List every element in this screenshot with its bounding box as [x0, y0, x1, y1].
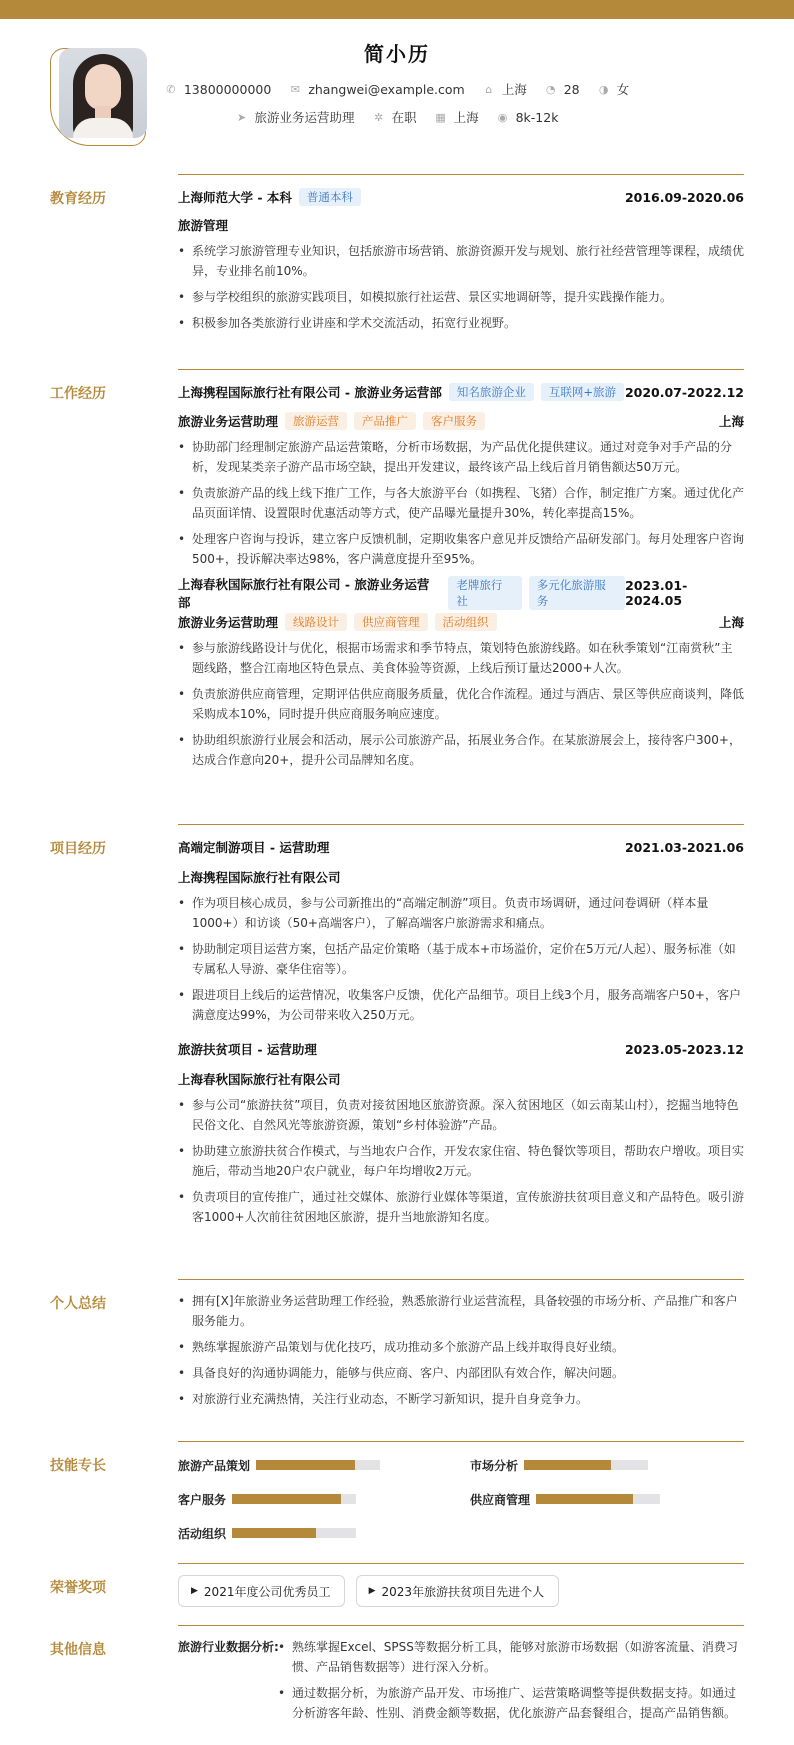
list-item: • 协助部门经理制定旅游产品运营策略，分析市场数据，为产品优化提供建议。通过对竞争对手产品的分析，发现某类亲子游产品市场空缺，提出开发建议，最终该产品上线后首月销售额达50万元。	[178, 437, 744, 477]
project-date: 2021.03-2021.06	[624, 839, 744, 855]
building-icon: ▦	[435, 110, 446, 124]
award-label: 2021年度公司优秀员工	[203, 1584, 331, 1599]
project-org: 上海春秋国际旅行社有限公司	[178, 1072, 341, 1087]
skill-item	[470, 1489, 732, 1509]
email: zhangwei@example.com	[308, 81, 465, 97]
section-title: 项目经历	[50, 841, 106, 857]
skill-bar	[536, 1494, 660, 1504]
section-divider	[178, 1625, 744, 1626]
salary-icon: ◉	[497, 110, 508, 124]
skill-bar-fill	[256, 1460, 355, 1470]
skill-bar	[232, 1494, 356, 1504]
work-city: 上海	[718, 414, 744, 429]
company-tag: 互联网+旅游	[541, 383, 624, 401]
skill-bar-fill	[536, 1494, 633, 1504]
skill-name: 旅游产品策划	[178, 1458, 251, 1473]
skill-item	[178, 1455, 440, 1475]
home-icon: ⌂	[485, 82, 493, 96]
other-label: 旅游行业数据分析:	[178, 1640, 279, 1654]
list-item: • 负责旅游产品的线上线下推广工作，与各大旅游平台（如携程、飞猪）合作，制定推广方案。通过优化产品页面详情、设置限时优惠活动等方式，使产品曝光量提升30%，转化率提高15%。	[178, 483, 744, 523]
skill-name: 活动组织	[178, 1526, 227, 1541]
play-icon: ▶	[368, 1586, 376, 1596]
job-intent-row	[0, 108, 794, 126]
status-icon: ✲	[373, 110, 384, 124]
work-city: 上海	[718, 615, 744, 630]
salary: 8k-12k	[515, 109, 559, 125]
list-item: • 熟练掌握旅游产品策划与优化技巧，成功推动多个旅游产品上线并取得良好业绩。	[178, 1337, 744, 1357]
skill-bar-fill	[524, 1460, 611, 1470]
play-icon: ▶	[191, 1586, 198, 1596]
age-icon: ◔	[545, 82, 556, 96]
company-tag: 老牌旅行社	[448, 576, 521, 610]
skill-bar	[256, 1460, 380, 1470]
list-item: • 熟练掌握Excel、SPSS等数据分析工具，能够对旅游市场数据（如游客流量、消费习惯、产品销售数据等）进行深入分析。	[278, 1637, 744, 1677]
list-item: • 处理客户咨询与投诉，建立客户反馈机制，定期收集客户意见并反馈给产品研发部门。每月处理客户咨询500+，投诉解决率达98%，客户满意度提升至95%。	[178, 529, 744, 569]
city: 上海	[501, 82, 527, 97]
work-date: 2020.07-2022.12	[624, 384, 744, 400]
skill-bar	[524, 1460, 648, 1470]
list-item: • 具备良好的沟通协调能力，能够与供应商、客户、内部团队有效合作，解决问题。	[178, 1363, 744, 1383]
award-item	[356, 1575, 559, 1607]
list-item: • 参与学校组织的旅游实践项目，如模拟旅行社运营、景区实地调研等，提升实践操作能力。	[178, 287, 744, 307]
section-title: 荣誉奖项	[50, 1580, 106, 1596]
section-title: 工作经历	[50, 386, 106, 402]
project-title: 旅游扶贫项目 - 运营助理	[178, 1042, 317, 1057]
gender-icon: ◑	[598, 82, 609, 96]
target-position: 旅游业务运营助理	[254, 110, 355, 125]
award-label: 2023年旅游扶贫项目先进个人	[381, 1584, 545, 1599]
skill-item	[178, 1523, 440, 1543]
list-item: • 作为项目核心成员，参与公司新推出的“高端定制游”项目。负责市场调研，通过问卷调研（样本量1000+）和访谈（50+高端客户），了解高端客户旅游需求和痛点。	[178, 893, 744, 933]
skill-name: 市场分析	[470, 1458, 519, 1473]
section-title: 教育经历	[50, 191, 106, 207]
list-item: • 负责旅游供应商管理，定期评估供应商服务质量，优化合作流程。通过与酒店、景区等供应商谈判，降低采购成本10%，同时提升供应商服务响应速度。	[178, 684, 744, 724]
role-tag: 旅游运营	[285, 412, 347, 430]
age: 28	[563, 81, 580, 97]
skill-bar-fill	[232, 1494, 341, 1504]
school-name: 上海师范大学 - 本科	[178, 190, 292, 205]
job-role: 旅游业务运营助理	[178, 615, 279, 630]
role-tag: 客户服务	[423, 412, 485, 430]
role-tag: 供应商管理	[354, 613, 428, 631]
section-divider	[178, 1563, 744, 1564]
company-name: 上海携程国际旅行社有限公司 - 旅游业务运营部	[178, 385, 442, 400]
skill-name: 供应商管理	[470, 1492, 531, 1507]
skill-bar	[232, 1528, 356, 1538]
list-item: • 协助组织旅游行业展会和活动，展示公司旅游产品，拓展业务合作。在某旅游展会上，接待客户300+，达成合作意向20+，提升公司品牌知名度。	[178, 730, 744, 770]
section-divider	[178, 824, 744, 825]
section-title: 其他信息	[50, 1642, 106, 1658]
education-date: 2016.09-2020.06	[624, 189, 744, 205]
role-tag: 产品推广	[354, 412, 416, 430]
project-org: 上海携程国际旅行社有限公司	[178, 870, 341, 885]
award-item	[178, 1575, 345, 1607]
list-item: • 系统学习旅游管理专业知识，包括旅游市场营销、旅游资源开发与规划、旅行社经营管理等课程，成绩优异，专业排名前10%。	[178, 241, 744, 281]
section-title: 个人总结	[50, 1296, 106, 1312]
project-title: 高端定制游项目 - 运营助理	[178, 840, 330, 855]
company-name: 上海春秋国际旅行社有限公司 - 旅游业务运营部	[178, 577, 430, 610]
section-title: 技能专长	[50, 1458, 106, 1474]
skill-bar-fill	[232, 1528, 316, 1538]
section-divider	[178, 369, 744, 370]
candidate-name: 简小历	[364, 42, 430, 66]
contact-row	[0, 80, 794, 98]
work-date: 2023.01-2024.05	[625, 578, 688, 608]
list-item: • 拥有[X]年旅游业务运营助理工作经验，熟悉旅游行业运营流程，具备较强的市场分析、产品推广和客户服务能力。	[178, 1291, 744, 1331]
job-status: 在职	[391, 110, 417, 125]
major: 旅游管理	[178, 218, 229, 233]
job-role: 旅游业务运营助理	[178, 414, 279, 429]
list-item: • 协助建立旅游扶贫合作模式，与当地农户合作，开发农家住宿、特色餐饮等项目，帮助农户增收。项目实施后，带动当地20户农户就业，每户年均增收2万元。	[178, 1141, 744, 1181]
list-item: • 积极参加各类旅游行业讲座和学术交流活动，拓宽行业视野。	[178, 313, 744, 333]
send-icon: ➤	[236, 110, 247, 124]
email-icon: ✉	[290, 82, 300, 96]
skill-grid	[178, 1455, 744, 1543]
role-tag: 线路设计	[285, 613, 347, 631]
section-divider	[178, 174, 744, 175]
project-date: 2023.05-2023.12	[624, 1041, 744, 1057]
company-tag: 多元化旅游服务	[529, 576, 625, 610]
skill-item	[470, 1455, 732, 1475]
gender: 女	[616, 82, 630, 97]
skill-name: 客户服务	[178, 1492, 227, 1507]
list-item: • 跟进项目上线后的运营情况，收集客户反馈，优化产品细节。项目上线3个月，服务高端客户50+，客户满意度达99%，为公司带来收入250万元。	[178, 985, 744, 1025]
phone-icon: ✆	[166, 82, 176, 96]
section-divider	[178, 1441, 744, 1442]
list-item: • 协助制定项目运营方案，包括产品定价策略（基于成本+市场溢价，定价在5万元/人起）、服务标准（如专属私人导游、豪华住宿等）。	[178, 939, 744, 979]
list-item: • 通过数据分析，为旅游产品开发、市场推广、运营策略调整等提供数据支持。如通过分析游客年龄、性别、消费金额等数据，优化旅游产品套餐组合，提高产品销售额。	[278, 1683, 744, 1723]
list-item: • 参与旅游线路设计与优化，根据市场需求和季节特点，策划特色旅游线路。如在秋季策划“江南赏秋”主题线路，整合江南地区特色景点、美食体验等资源，上线后预订量达2000+人次。	[178, 638, 744, 678]
list-item: • 负责项目的宣传推广，通过社交媒体、旅游行业媒体等渠道，宣传旅游扶贫项目意义和产品特色。吸引游客1000+人次前往贫困地区旅游，提升当地旅游知名度。	[178, 1187, 744, 1227]
list-item: • 对旅游行业充满热情，关注行业动态，不断学习新知识，提升自身竞争力。	[178, 1389, 744, 1409]
top-accent-bar	[0, 0, 794, 19]
section-divider	[178, 1279, 744, 1280]
target-city: 上海	[453, 110, 479, 125]
phone: 13800000000	[183, 81, 272, 97]
company-tag: 知名旅游企业	[449, 383, 534, 401]
list-item: • 参与公司“旅游扶贫”项目，负责对接贫困地区旅游资源。深入贫困地区（如云南某山村），挖掘当地特色民俗文化、自然风光等旅游资源，策划“乡村体验游”产品。	[178, 1095, 744, 1135]
skill-item	[178, 1489, 440, 1509]
school-tag: 普通本科	[299, 188, 361, 206]
role-tag: 活动组织	[435, 613, 497, 631]
